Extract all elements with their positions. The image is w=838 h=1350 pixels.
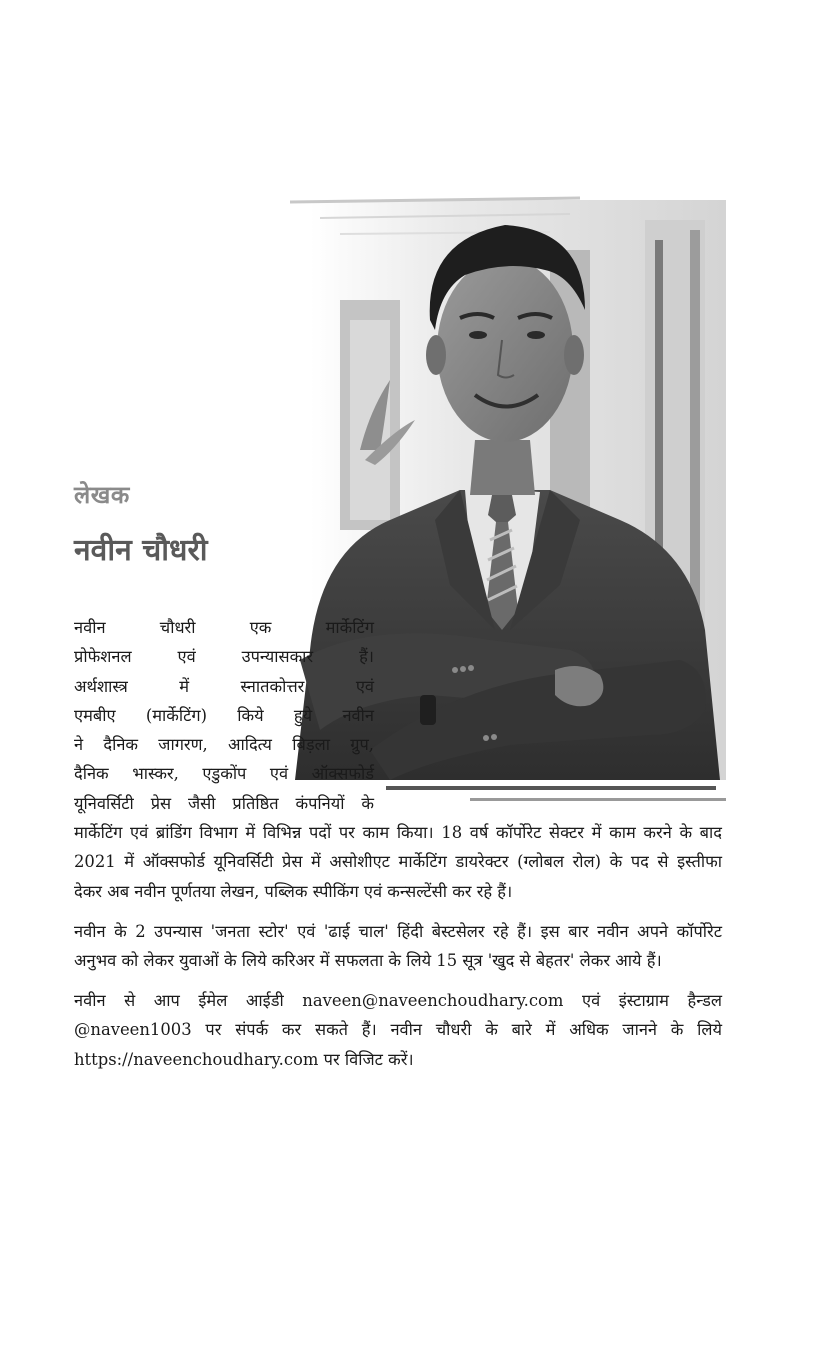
bio-line: 2021 में ऑक्सफोर्ड यूनिवर्सिटी प्रेस में असोशीएट मार्केटिंग डायरेक्टर (ग्लोबल रोल) के पद से इस्तीफा [74, 852, 722, 872]
novels-line: अनुभव को लेकर युवाओं के लिये करिअर में सफलता के लिये 15 सूत्र 'खुद से बेहतर' लेकर आये हैं। [74, 951, 662, 971]
bio-line: मार्केटिंग एवं ब्रांडिंग विभाग में विभिन्न पदों पर काम किया। 18 वर्ष कॉर्पोरेट सेक्टर में काम करने के बाद [74, 823, 722, 842]
bio-line: दैनिक भास्कर, एडुकोंप एवं ऑक्सफोर्ड [74, 764, 374, 784]
bio-paragraph [74, 818, 722, 906]
contact-line: @naveen1003 पर संपर्क कर सकते हैं। नवीन चौधरी के बारे में अधिक जानने के लिये [74, 1020, 722, 1040]
bio-line: एमबीए (मार्केटिंग) किये हुये नवीन [74, 705, 374, 725]
novels-line: नवीन के 2 उपन्यास 'जनता स्टोर' एवं 'ढाई चाल' हिंदी बेस्टसेलर रहे हैं। इस बार नवीन अपने कॉर्पोरेट [74, 922, 722, 941]
bio-line: ने दैनिक जागरण, आदित्य बिड़ला ग्रुप, [74, 735, 374, 755]
contact-line: https://naveenchoudhary.com पर विजिट करें। [74, 1049, 414, 1069]
contact-paragraph [74, 986, 722, 1074]
bio-line: यूनिवर्सिटी प्रेस जैसी प्रतिष्ठित कंपनियों के [74, 793, 374, 813]
bio-line: प्रोफेशनल एवं उपन्यासकार हैं। [74, 647, 374, 667]
section-label: लेखक [74, 481, 130, 509]
contact-line: नवीन से आप ईमेल आईडी naveen@naveenchoudhary.com एवं इंस्टाग्राम हैन्डल [74, 991, 722, 1010]
author-name: नवीन चौधरी [74, 533, 208, 568]
bio-line: देकर अब नवीन पूर्णतया लेखन, पब्लिक स्पीकिंग एवं कन्सल्टेंसी कर रहे हैं। [74, 881, 513, 901]
bio-intro [74, 613, 374, 818]
bio-line: अर्थशास्त्र में स्नातकोत्तर एवं [74, 676, 374, 696]
novels-paragraph [74, 917, 722, 976]
bio-line: नवीन चौधरी एक मार्केटिंग [74, 618, 374, 637]
